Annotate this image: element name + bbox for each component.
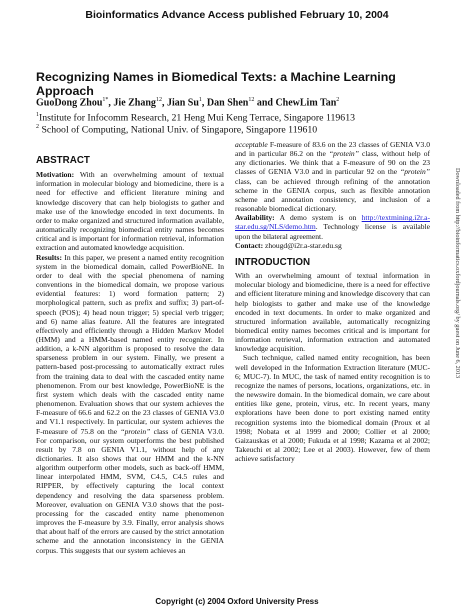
affiliation-2: $^2$ School of Computing, National Univ. of Singapore, Singapore 119610: [36, 124, 318, 136]
paper-title: Recognizing Names in Biomedical Texts: a Machine Learning Approach: [36, 70, 396, 98]
introduction-paragraph-2: Such technique, called named entity recognition, has been well developed in the Information Extraction literature (MUC-6; MUC-7). In MUC, the task of named entity recognition is to recognize the names of persons, locations, organizations, etc. in the newswire domain. In the biomedical domain, we care about entities like gene, protein, virus, etc. In recent years, many explorations have been done to port existing named entity recognition systems into the biomedical domain (Proux et al 1998; Nobata et al 1999 and 2000; Collier et al 2000; Gaizauskas et al 2000; Fukuda et al 1998; Kazama et al 2002; Takeuchi et al 2002; Lee et al 2003). However, few of them achieve satisfactory: [235, 353, 430, 464]
author-name: GuoDong Zhou: [36, 97, 103, 109]
abstract-heading: ABSTRACT: [36, 155, 90, 166]
author-list: GuoDong Zhou$^{1*}$, Jie Zhang$^{12}$, Jian Su$^1$, Dan Shen$^{12}$ and ChewLim Tan$^2$: [36, 97, 340, 109]
availability-label: Availability:: [235, 213, 275, 223]
author-affiliation-mark: 2: [336, 97, 340, 103]
introduction-paragraph-1: With an overwhelming amount of textual information in molecular biology and biomedicine, there is a need for effective and efficient literature mining and knowledge discovery that can help biologists to gather and make use of the knowledge encoded in text documents. In order to make organized and structured information available, automatically recognizing biomedical entity names becomes critical and is important for information retrieval, information extraction and automated knowledge acquisition.: [235, 271, 430, 354]
demo-link[interactable]: http://textmining.i2r.a-star.edu.sg/NLS/demo.htm: [235, 213, 430, 232]
copyright-footer: Copyright (c) 2004 Oxford University Press: [155, 597, 319, 606]
contact-label: Contact:: [235, 240, 264, 250]
affiliation-1: $^1$Institute for Infocomm Research, 21 Heng Mui Keng Terrace, Singapore 119613: [36, 112, 355, 124]
journal-header: Bioinformatics Advance Access published February 10, 2004: [85, 9, 389, 21]
author-affiliation-mark: 1*: [102, 97, 109, 103]
motivation-paragraph: Motivation: With an overwhelming amount of textual information in molecular biology and biomedicine, there is a need for effective and efficient literature mining and knowledge discovery that can help biologists to gather and make use of the knowledge encoded in text documents. In order to make organized and structured information available, automatically recognizing biomedical entity names becomes critical and is important for information retrieval, information extraction and automated knowledge acquisition.: [36, 170, 224, 253]
introduction-heading: INTRODUCTION: [235, 256, 311, 268]
contact-email: zhougd@i2r.a-star.edu.sg: [264, 240, 342, 250]
motivation-label: Motivation:: [36, 170, 75, 180]
results-paragraph-continued: acceptable F-measure of 83.6 on the 23 classes of GENIA V3.0 and in particular 86.2 on the “protein” class, without help of any dictionaries. We think that a F-measure of 90 on the 23 classes of GENIA V3.0 and in particular 92 on the “protein” class, can be achieved through refining of the annotation scheme in the GENIA corpus, such as flexible annotation scheme and annotation consistency, and inclusion of a reasonable biomedical dictionary.: [235, 140, 431, 214]
author-name: Dan Shen: [206, 97, 249, 109]
author-name: ChewLim Tan: [275, 97, 337, 109]
results-label: Results:: [36, 252, 62, 262]
contact-paragraph: [235, 241, 430, 250]
author-affiliation-mark: 12: [248, 97, 255, 103]
left-column: [36, 156, 224, 555]
author-affiliation-mark: 12: [155, 97, 162, 103]
author-affiliation-mark: 1: [198, 97, 202, 103]
author-name: Jian Su: [166, 97, 199, 109]
results-paragraph-start: Results: In this paper, we present a named entity recognition system in the biomedical domain, called PowerBioNE. In order to deal with the special phenomena of naming conventions in the biomedical domain, we propose various evidential features: 1) word formation pattern; 2) morphological pattern, such as prefix and suffix; 3) part-of-speech (POS); 4) head noun trigger; 5) special verb trigger; and 6) name alias feature. All the features are integrated effectively and efficiently through a Hidden Markov Model (HMM) and a HMM-based named entity recognizer. In addition, a k-NN algorithm is proposed to resolve the data sparseness problem in our system. Finally, we present a pattern-based post-processing to automatically extract rules from the training data to deal with the cascaded entity name phenomenon. From our best knowledge, PowerBioNE is the first system which deals with the cascaded entity name phenomenon. Evaluation shows that our system achieves the F-measure of 66.6 and 62.2 on the 23 classes of GENIA V3.0 and V1.1 respectively. In particular, our system achieves the F-measure of 75.8 on the “protein” class of GENIA V3.0. For comparison, our system outperforms the best published result by 7.8 on GENIA V1.1, without help of any dictionaries. It also shows that our HMM and the k-NN algorithm outperform other models, such as back-off HMM, linear interpolated HMM, SVM, C4.5, C4.5 rules and RIPPER, by effectively capturing the local context dependency and resolving the data sparseness problem. Moreover, evaluation on GENIA V3.0 shows that the post-processing for the cascaded entity name phenomenon improves the F-measure by 3.9. Finally, error analysis shows that about half of the errors are caused by the strict annotation scheme and the annotation inconsistency in the GENIA corpus. This suggests that our system achieves an: [36, 252, 225, 555]
download-notice: Downloaded from http://bioinformatics.oxfordjournals.org/ by guest on June 6, 2013: [454, 168, 461, 379]
right-column: [235, 140, 430, 463]
author-name: Jie Zhang: [113, 97, 156, 109]
availability-paragraph: Availability: A demo system is on http://textmining.i2r.a-star.edu.sg/NLS/demo.htm. Technology license is available upon the bilateral agreement.: [235, 213, 430, 241]
